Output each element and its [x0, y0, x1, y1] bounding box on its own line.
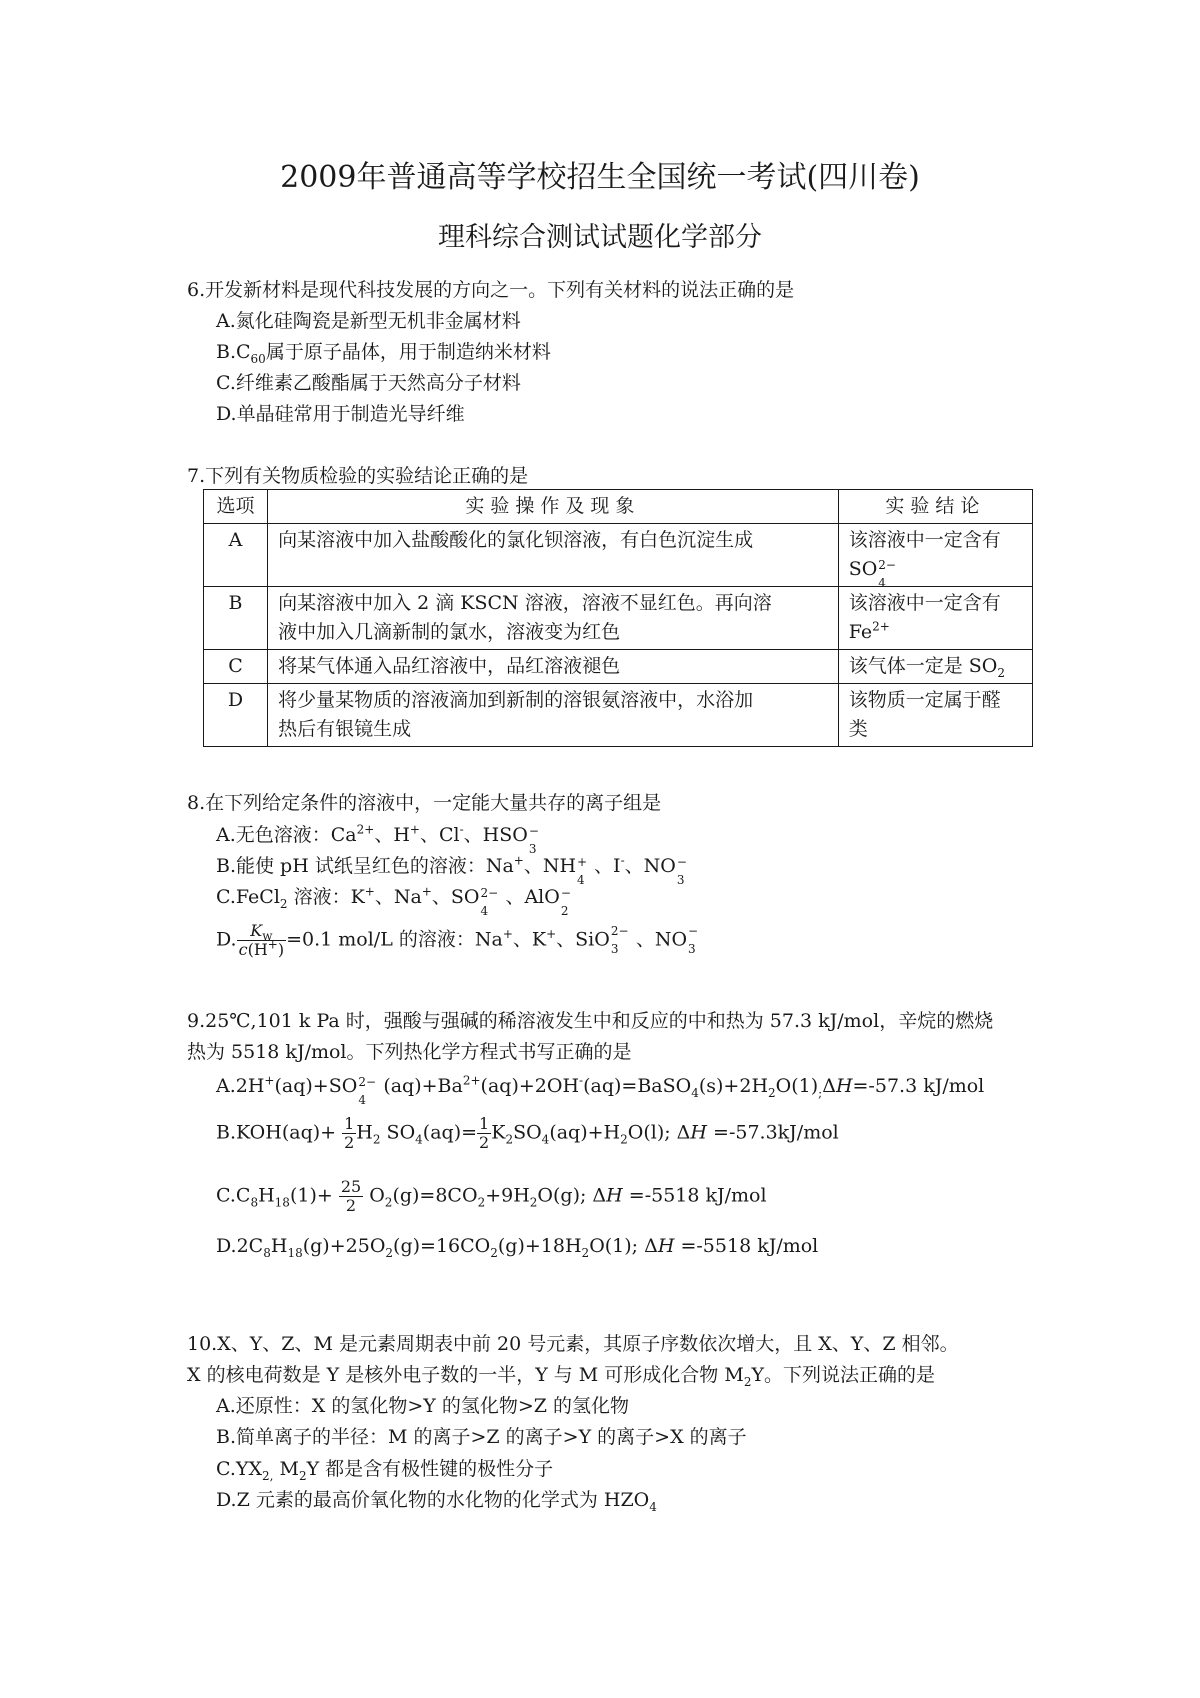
q6-option-b: $B.C_{60}$属于原子晶体，用于制造纳米材料 — [216, 341, 551, 366]
row-option: A — [204, 524, 268, 587]
q9-stem-line2: 热为 5518 kJ/mol。下列热化学方程式书写正确的是 — [187, 1041, 632, 1063]
row-option: C — [204, 650, 268, 684]
table-row — [204, 684, 1033, 747]
q8-option-a: A.无色溶液：$Ca^{2+}$、H+、Cl-、HSO − 3 — [216, 822, 539, 856]
header-conclusion: 实验结论 — [838, 490, 1032, 524]
q6-option-d: D.单晶硅常用于制造光导纤维 — [216, 403, 465, 425]
row-operation: 向某溶液中加入 2 滴 KSCN 溶液，溶液不显红色。再向溶 液中加入几滴新制的氯水，溶液变为红色 — [268, 587, 839, 650]
q10-stem-line2: X 的核电荷数是 Y 是核外电子数的一半，Y 与 M 可形成化合物 $M_2Y$。下列说法正确的是 — [187, 1364, 935, 1389]
q9-stem-line1: 9.25℃,101 k Pa 时，强酸与强碱的稀溶液发生中和反应的中和热为 57.3 kJ/mol，辛烷的燃烧 — [187, 1010, 994, 1032]
q9-option-c: $C.C_8H_{18}(1)+$ $\frac{25}{2}$ $O_2(g)=8CO_2+9H_2O(g)$; ΔH =-5518 kJ/mol — [216, 1177, 767, 1215]
header-option: 选项 — [204, 490, 268, 524]
table-row — [204, 524, 1033, 587]
q10-stem-line1: 10.X、Y、Z、M 是元素周期表中前 20 号元素，其原子序数依次增大，且 X、Y、Z 相邻。 — [187, 1333, 959, 1355]
exam-title: 2009年普通高等学校招生全国统一考试(四川卷) — [280, 160, 920, 195]
table-row — [204, 587, 1033, 650]
table-row — [204, 650, 1033, 684]
q9-option-a: A.2H+(aq)+SO 2− 4 $(aq)+Ba^{2+}(aq)+2OH^-(aq)=BaSO_4(s)+2H_2O(1)_;\Delta H=-57.3$ kJ/mol — [216, 1073, 985, 1107]
q8-option-c: C.FeCl$_2$ 溶液：K+、Na+、SO 2− 4 、AlO − 2 — [216, 884, 571, 918]
q6-option-a: A.氮化硅陶瓷是新型无机非金属材料 — [216, 310, 521, 332]
q10-option-c: $C.YX_{2,}$ $M_2Y$ 都是含有极性键的极性分子 — [216, 1458, 554, 1483]
q10-option-d: D.Z 元素的最高价氧化物的水化物的化学式为 $HZO_4$ — [216, 1489, 657, 1514]
row-conclusion: 该物质一定属于醛 类 — [838, 684, 1032, 747]
q7-table — [203, 489, 1033, 747]
header-operation: 实验操作及现象 — [268, 490, 839, 524]
q7-stem: 7.下列有关物质检验的实验结论正确的是 — [187, 465, 529, 487]
q9-option-d: $D.2C_8H_{18}(g)+25O_2(g)=16CO_2(g)+18H_2O(1)$; ΔH =-5518 kJ/mol — [216, 1235, 819, 1260]
q8-option-b: B.能使 pH 试纸呈红色的溶液：Na+、NH + 4 、I-、NO − 3 — [216, 853, 687, 887]
q6-stem: 6.开发新材料是现代科技发展的方向之一。下列有关材料的说法正确的是 — [187, 279, 795, 301]
q10-option-b: B.简单离子的半径：M 的离子>Z 的离子>Y 的离子>X 的离子 — [216, 1426, 747, 1448]
table-header-row — [204, 490, 1033, 524]
row-option: D — [204, 684, 268, 747]
row-operation: 将少量某物质的溶液滴加到新制的溶银氨溶液中，水浴加 热后有银镜生成 — [268, 684, 839, 747]
q8-option-d: D. $\frac{K_w}{c(H^+)}$ =0.1 mol/L 的溶液：Na+、K+、SiO 2− 3 、NO − 3 — [216, 921, 699, 959]
q8-stem: 8.在下列给定条件的溶液中，一定能大量共存的离子组是 — [187, 792, 662, 814]
row-operation: 将某气体通入品红溶液中，品红溶液褪色 — [268, 650, 839, 684]
row-conclusion: 该气体一定是 $SO_2$ — [838, 650, 1032, 684]
exam-subtitle: 理科综合测试试题化学部分 — [438, 222, 762, 253]
row-operation: 向某溶液中加入盐酸酸化的氯化钡溶液，有白色沉淀生成 — [268, 524, 839, 587]
row-conclusion: 该溶液中一定含有 SO 2− 4 — [838, 524, 1032, 587]
row-conclusion: 该溶液中一定含有 $Fe^{2+}$ — [838, 587, 1032, 650]
q9-option-b: B.KOH(aq)+ $\frac{1}{2}$ $H_2$ $SO_4(aq)=$ $\frac{1}{2}$ $K_2SO_4(aq)+H_2O(l)$; ΔH =-57.3kJ/mol — [216, 1114, 839, 1152]
q6-option-c: C.纤维素乙酸酯属于天然高分子材料 — [216, 372, 521, 394]
q10-option-a: A.还原性：X 的氢化物>Y 的氢化物>Z 的氢化物 — [216, 1395, 629, 1417]
row-option: B — [204, 587, 268, 650]
